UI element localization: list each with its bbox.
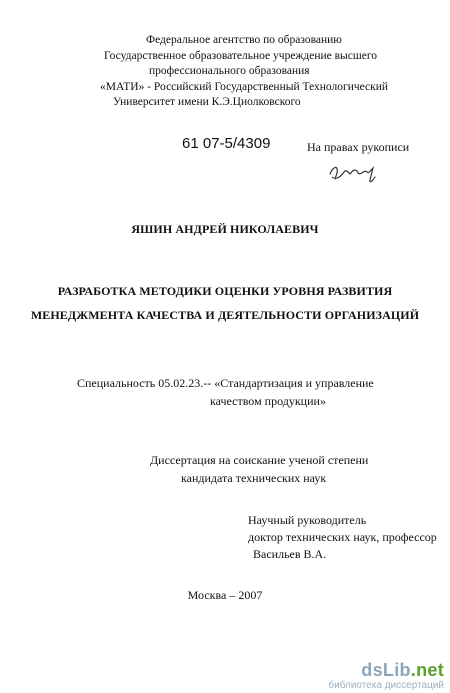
org-line-3: профессионального образования (149, 65, 310, 77)
watermark-caption: библиотека диссертаций (328, 680, 444, 691)
supervisor-block (248, 512, 437, 563)
degree-block (150, 451, 368, 487)
supervisor-line-2: доктор технических наук, профессор (248, 530, 437, 544)
watermark (328, 660, 444, 691)
handwritten-signature (326, 160, 386, 186)
specialty-line-1: Специальность 05.02.23.-- «Стандартизация и управление (77, 376, 374, 390)
dslib-logo (328, 660, 444, 681)
title-line-1: РАЗРАБОТКА МЕТОДИКИ ОЦЕНКИ УРОВНЯ РАЗВИТИЯ (57, 284, 393, 298)
logo-main-text: dsLib (361, 660, 411, 680)
supervisor-line-1: Научный руководитель (248, 513, 367, 527)
logo-tld-text: .net (410, 660, 444, 680)
title-line-2: МЕНЕДЖМЕНТА КАЧЕСТВА И ДЕЯТЕЛЬНОСТИ ОРГАНИЗАЦИЙ (30, 308, 420, 322)
stamp-code: 61 07-5/4309 (182, 135, 271, 152)
degree-line-2: кандидата технических наук (181, 471, 327, 485)
author-name: ЯШИН АНДРЕЙ НИКОЛАЕВИЧ (131, 222, 319, 236)
specialty-block (77, 374, 374, 410)
org-line-2: Государственное образовательное учреждение высшего (104, 49, 378, 62)
dissertation-title (0, 279, 450, 327)
manuscript-rights-note: На правах рукописи (307, 140, 410, 154)
place-and-year: Москва – 2007 (187, 588, 263, 602)
org-line-1: Федеральное агентство по образованию (146, 34, 342, 46)
degree-line-1: Диссертация на соискание ученой степени (150, 453, 369, 467)
org-line-5: Университет имени К.Э.Циолковского (113, 96, 301, 108)
specialty-line-2: качеством продукции» (210, 394, 326, 408)
org-line-4: «МАТИ» - Российский Государственный Технологический (100, 80, 389, 93)
supervisor-line-3: Васильев В.А. (253, 547, 327, 561)
organization-block (100, 33, 388, 111)
